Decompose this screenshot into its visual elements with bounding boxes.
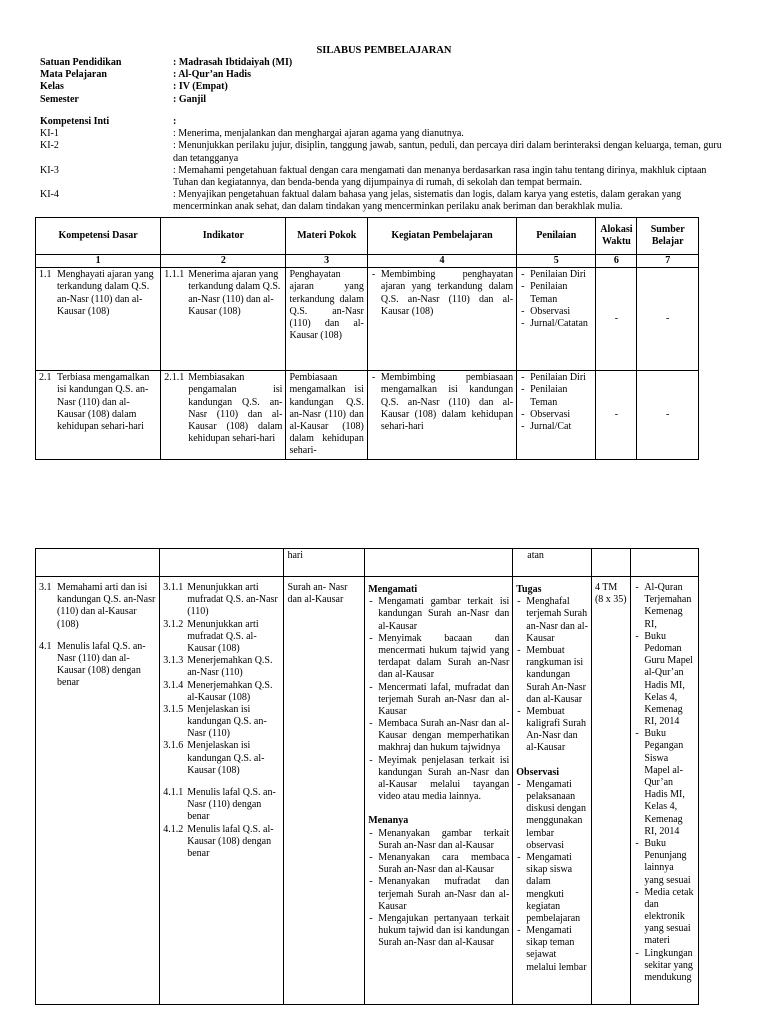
col-number: 1 <box>36 255 161 268</box>
col-header: Indikator <box>161 218 286 255</box>
list-item: - Mengajukan pertanyaan terkait hukum tajwid dan isi kandungan Surah an-Nasr dan al-Kausar <box>368 913 509 950</box>
list-item: - Menanyakan gambar terkait Surah an-Nasr dan al-Kausar <box>368 828 509 852</box>
indicator-number: 2.1.1 <box>164 372 185 384</box>
indicator-item <box>164 372 282 445</box>
kd-text: Menulis lafal Q.S. an-Nasr (110) dan al-Kausar (108) dengan benar <box>57 640 146 689</box>
info-row <box>40 69 740 81</box>
list-item: - Membimbing penghayatan ajaran yang terkandung dalam Q.S. an-Nasr (110) dan al-Kausar (108) <box>371 269 513 318</box>
penilaian-list <box>520 372 592 433</box>
continuation-row <box>36 549 699 577</box>
indicator-text: Menerjemahkan Q.S. al-Kausar (108) <box>187 679 273 703</box>
ki-heading <box>40 116 730 128</box>
observasi-list <box>516 779 588 974</box>
identity-block <box>40 57 740 106</box>
syllabus-table-part2 <box>35 548 699 1005</box>
list-item: - Buku Pegangan Siswa Mapel al-Qur’an Hadis MI, Kelas 4, Kemenag RI, 2014 <box>634 728 695 838</box>
list-item: - Mengamati pelaksanaan diskusi dengan menggunakan lembar observasi <box>516 779 588 852</box>
indicator-item <box>163 582 280 619</box>
ki-text: : Menyajikan pengetahuan faktual dalam bahasa yang jelas, sistematis dan logis, dalam karya yang estetis, dalam gerakan yang mencerminkan anak sehat, dan dalam tindakan yang mencerminkan perilaku anak beriman dan berakhlak mulia. <box>173 189 682 213</box>
materi-cell: hari <box>284 549 365 577</box>
kd-number: 4.1 <box>39 640 52 652</box>
indicator-number: 3.1.4 <box>163 679 184 691</box>
indicator-item <box>163 655 280 679</box>
col-number: 5 <box>517 255 596 268</box>
indicator-text: Menulis lafal Q.S. al-Kausar (108) dengan benar <box>187 823 274 859</box>
sumber-cell: - <box>637 371 699 459</box>
info-label: Semester <box>40 93 79 105</box>
kd-item <box>39 582 156 631</box>
list-item: - Mencermati lafal, mufradat dan terjemah Surah an-Nasr dan al-Kausar <box>368 682 509 719</box>
indicator-text: Menunjukkan arti mufradat Q.S. al-Kausar (108) <box>187 618 259 654</box>
info-value: : Madrasah Ibtidaiyah (MI) <box>173 57 293 68</box>
ki-row <box>40 128 730 140</box>
alokasi-cell: - <box>596 371 637 459</box>
indicator-number: 4.1.1 <box>163 787 184 798</box>
kd-item <box>39 269 157 318</box>
indicator-number: 3.1.3 <box>163 655 184 667</box>
mengamati-list <box>368 596 509 803</box>
list-item: - Menyimak bacaan dan mencermati hukum tajwid yang terdapat dalam Surah an-Nasr dan al-Kausar <box>368 633 509 682</box>
col-header: Kompetensi Dasar <box>36 218 161 255</box>
indicator-text: Menulis lafal Q.S. an-Nasr (110) dengan benar <box>187 787 276 823</box>
menanya-heading: Menanya <box>368 815 409 827</box>
kd-number: 2.1 <box>39 372 52 384</box>
list-item: - Menanyakan cara membaca Surah an-Nasr dan al-Kausar <box>368 852 509 876</box>
list-item: - Menghafal terjemah Surah an-Nasr dan al-Kausar <box>516 596 588 645</box>
kompetensi-inti-block <box>40 116 730 214</box>
col-header: Materi Pokok <box>286 218 367 255</box>
indicator-number: 3.1.6 <box>163 740 184 752</box>
list-item: - Membimbing pembiasaan mengamalkan isi kandungan Q.S. an-Nasr (110) dan al-Kausar (108) dalam kehidupan sehari-hari <box>371 372 513 433</box>
list-item: - Media cetak dan elektronik yang sesuai materi <box>634 887 695 948</box>
indicator-item <box>163 619 280 656</box>
materi-cell: Pembiasaan mengamalkan isi kandungan Q.S. an-Nasr (110) dan al-Kausar (108) dalam kehidupan sehari- <box>286 371 367 459</box>
list-item: - Membuat kaligrafi Surah An-Nasr dan al-Kausar <box>516 706 588 755</box>
list-item: - Meyimak penjelasan terkait isi kandungan Surah an-Nasr dan al-Kausar melalui tayangan video atau media lainnya. <box>368 755 509 804</box>
col-header: Penilaian <box>517 218 596 255</box>
indicator-item <box>163 740 280 777</box>
indicator-number: 3.1.5 <box>163 703 184 715</box>
tugas-heading: Tugas <box>516 584 542 595</box>
header-row <box>36 218 699 255</box>
indicator-number: 1.1.1 <box>164 269 185 281</box>
list-item: - Jurnal/Catatan <box>520 318 592 330</box>
kd-text: Menghayati ajaran yang terkandung dalam Q.S. an-Nasr (110) dan al-Kausar (108) <box>57 269 154 317</box>
kd-number: 3.1 <box>39 582 52 593</box>
col-header: Alokasi Waktu <box>596 218 637 255</box>
ki-label: KI-2 <box>40 140 59 152</box>
kd-text: Memahami arti dan isi kandungan Q.S. an-Nasr (110) dan al-Kausar (108) <box>57 582 156 630</box>
alokasi-cell: - <box>596 268 637 371</box>
col-number: 3 <box>286 255 367 268</box>
indicator-text: Menerjemahkan Q.S. an-Nasr (110) <box>187 655 273 679</box>
indicator-number: 4.1.2 <box>163 823 184 835</box>
column-number-row <box>36 255 699 268</box>
menanya-list <box>368 828 509 950</box>
col-number: 2 <box>161 255 286 268</box>
kegiatan-list <box>371 372 513 433</box>
kd-item <box>39 641 156 690</box>
indicator-item <box>163 787 280 824</box>
page-title: SILABUS PEMBELAJARAN <box>316 45 452 56</box>
tugas-list <box>516 596 588 754</box>
list-item: - Menanyakan mufradat dan terjemah Surah an-Nasr dan al-Kausar <box>368 876 509 913</box>
indicator-item <box>163 680 280 704</box>
indicator-number: 3.1.2 <box>163 618 184 630</box>
indicator-number: 3.1.1 <box>163 582 184 593</box>
ki-text: : Memahami pengetahuan faktual dengan cara mengamati dan menanya berdasarkan rasa ingin tahu tentang dirinya, makhluk ciptaan Tuhan dan kegiatannya, dan benda-benda yang dijumpainya di rumah, di sekolah dan tempat bermain. <box>173 164 707 188</box>
ki-label: KI-4 <box>40 189 59 201</box>
ki-label: KI-3 <box>40 164 59 176</box>
col-number: 4 <box>367 255 516 268</box>
ki-text: : Menerima, menjalankan dan menghargai ajaran agama yang dianutnya. <box>173 128 464 140</box>
observasi-heading: Observasi <box>516 766 560 778</box>
table-row <box>36 371 699 459</box>
info-row <box>40 94 740 106</box>
indicator-item <box>163 824 280 861</box>
kd-item <box>39 372 157 433</box>
ki-text: : Menunjukkan perilaku jujur, disiplin, tanggung jawab, santun, peduli, dan percaya diri dalam berinteraksi dengan keluarga, teman, guru dan tetangganya <box>173 140 722 164</box>
list-item: - Penilaian Teman <box>520 384 592 408</box>
ki-heading-label: Kompetensi Inti <box>40 116 110 127</box>
col-header: Kegiatan Pembelajaran <box>367 218 516 255</box>
kd-text: Terbiasa mengamalkan isi kandungan Q.S. an-Nasr (110) dan al-Kausar (108) dalam kehidupan sehari-hari <box>57 372 150 432</box>
materi-cell: Penghayatan ajaran yang terkandung dalam Q.S. an-Nasr (110) dan al-Kausar (108) <box>286 268 367 371</box>
sumber-cell: - <box>637 268 699 371</box>
syllabus-table-part1 <box>35 217 699 460</box>
alokasi-cell: 4 TM (8 x 35) <box>594 582 627 606</box>
info-label: Kelas <box>40 81 64 93</box>
list-item: - Penilaian Teman <box>520 281 592 305</box>
sumber-list <box>634 582 695 984</box>
col-number: 6 <box>596 255 637 268</box>
info-row <box>40 57 740 69</box>
indicator-text: Menerima ajaran yang terkandung dalam Q.S. an-Nasr (110) dan al-Kausar (108) <box>188 269 281 317</box>
list-item: - Observasi <box>520 306 592 318</box>
list-item: - Jurnal/Cat <box>520 421 592 433</box>
list-item: - Penilaian Diri <box>520 372 592 384</box>
kegiatan-list <box>371 269 513 318</box>
table-row <box>36 268 699 371</box>
penilaian-list <box>520 269 592 330</box>
info-label: Mata Pelajaran <box>40 69 107 81</box>
info-value: : Ganjil <box>173 93 207 105</box>
materi-cell: Surah an- Nasr dan al-Kausar <box>287 582 348 606</box>
list-item: - Buku Pedoman Guru Mapel al-Qur’an Hadis MI, Kelas 4, Kemenag RI, 2014 <box>634 631 695 729</box>
list-item: - Mengamati sikap siswa dalam mengkuti kegiatan pembelajaran <box>516 852 588 925</box>
ki-row <box>40 165 730 189</box>
kd-number: 1.1 <box>39 269 52 281</box>
info-value: : IV (Empat) <box>173 81 228 93</box>
list-item: - Buku Penunjang lainnya yang sesuai <box>634 838 695 887</box>
list-item: - Al-Quran Terjemahan Kemenag RI, <box>634 582 695 631</box>
list-item: - Observasi <box>520 409 592 421</box>
info-row <box>40 81 740 93</box>
col-header: Sumber Belajar <box>637 218 699 255</box>
penilaian-cell: atan <box>513 549 592 577</box>
indicator-text: Menjelaskan isi kandungan Q.S. an-Nasr (110) <box>187 703 267 740</box>
indicator-text: Membiasakan pengamalan isi kandungan Q.S. an-Nasr (110) dan al-Kausar (108) dalam kehidupan sehari-hari <box>188 372 283 445</box>
list-item: - Membuat rangkuman isi kandungan Surah An-Nasr dan al-Kausar <box>516 645 588 706</box>
table-row <box>36 577 699 1005</box>
ki-row <box>40 189 730 213</box>
ki-heading-value: : <box>173 116 177 127</box>
list-item: - Lingkungan sekitar yang mendukung <box>634 948 695 985</box>
list-item: - Mengamati gambar terkait isi kandungan Surah an-Nasr dan al-Kausar <box>368 596 509 633</box>
ki-label: KI-1 <box>40 128 59 140</box>
col-number: 7 <box>637 255 699 268</box>
list-item: - Membaca Surah an-Nasr dan al-Kausar dengan memperhatikan makhraj dan hukum tajwidnya <box>368 718 509 755</box>
ki-row <box>40 140 730 164</box>
info-value: : Al-Qur’an Hadis <box>173 69 251 81</box>
mengamati-heading: Mengamati <box>368 584 418 595</box>
indicator-item <box>163 704 280 741</box>
indicator-text: Menunjukkan arti mufradat Q.S. an-Nasr (110) <box>187 582 278 618</box>
indicator-text: Menjelaskan isi kandungan Q.S. al-Kausar (108) <box>187 740 265 776</box>
list-item: - Mengamati sikap teman sejawat melalui lembar <box>516 925 588 974</box>
list-item: - Penilaian Diri <box>520 269 592 281</box>
info-label: Satuan Pendidikan <box>40 57 122 68</box>
indicator-item <box>164 269 282 318</box>
